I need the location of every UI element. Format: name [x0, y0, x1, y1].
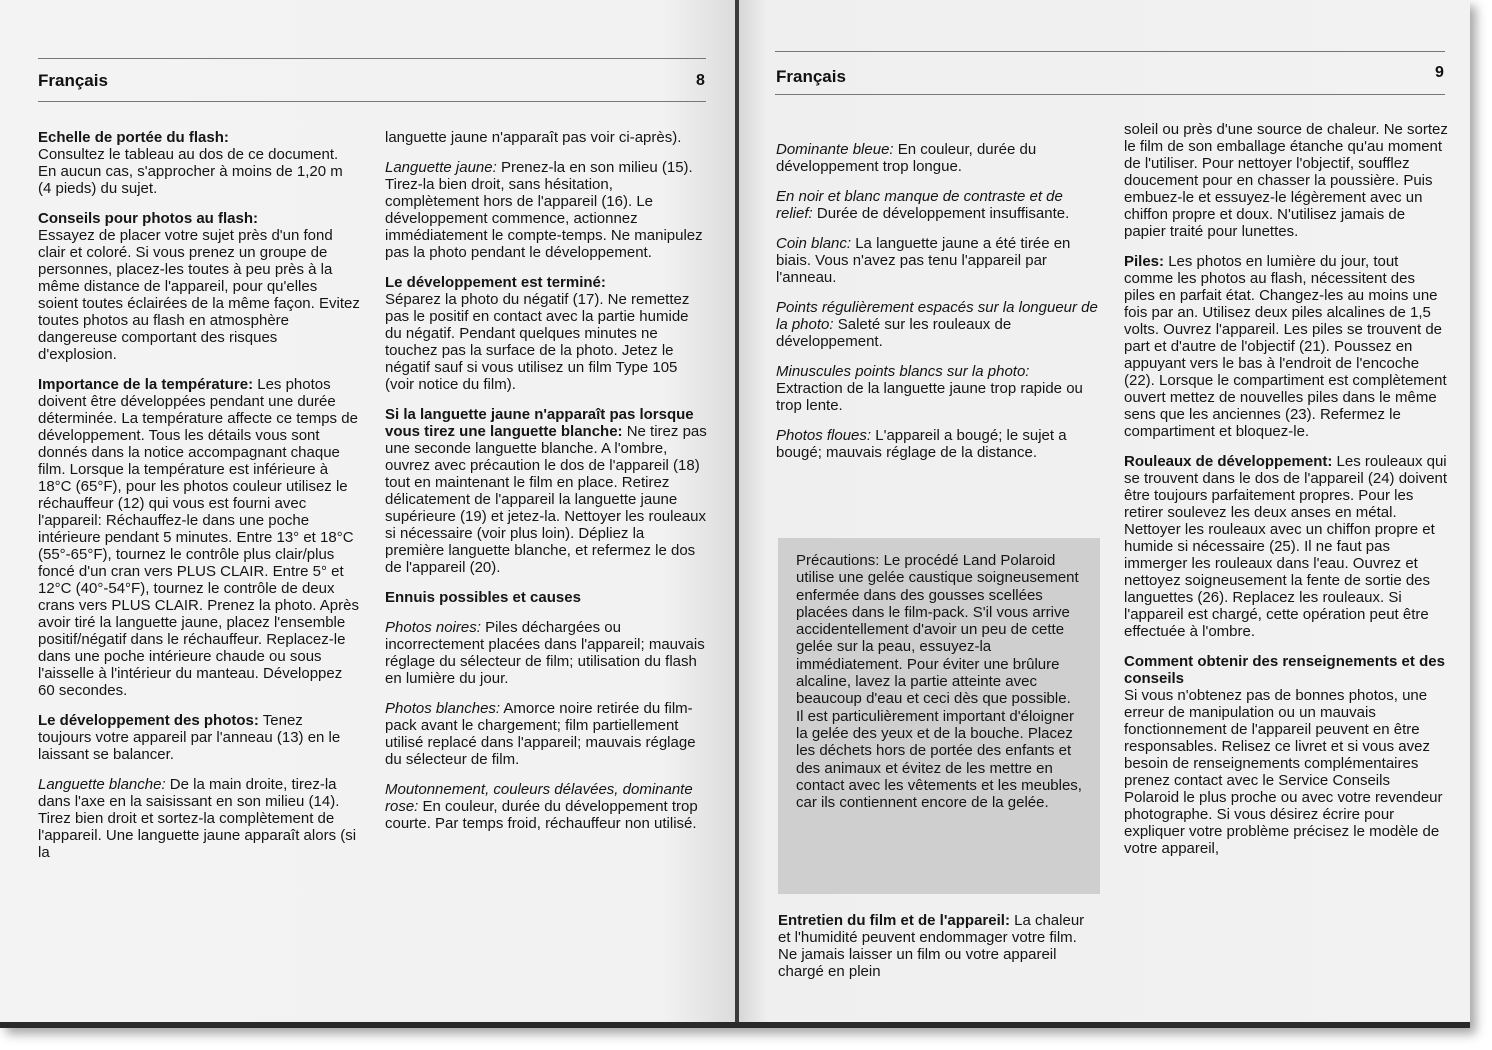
- left-column-2: [385, 129, 707, 845]
- paragraph-text: Saleté sur les rouleaux de développement.: [776, 316, 1012, 350]
- paragraph-text: Pour éviter une brûlure alcaline, lavez la partie atteinte avec beaucoup d'eau et ceci dès que possible.: [796, 655, 1071, 708]
- page-language-label: Français: [776, 67, 846, 86]
- paragraph-text: La chaleur et l'humidité peuvent endommager votre film. Ne jamais laisser un film ou votre appareil chargé en plein: [778, 912, 1085, 980]
- paragraph: [38, 712, 360, 763]
- section-heading: Conseils pour photos au flash:: [38, 210, 259, 227]
- paragraph: [776, 235, 1098, 286]
- paragraph-text: Durée de développement insuffisante.: [816, 205, 1070, 222]
- italic-label: Photos floues:: [776, 427, 872, 444]
- paragraph: [776, 427, 1098, 461]
- warning-text: Il est particulièrement important d'éloigner la gelée des yeux et de la bouche.: [796, 707, 1074, 742]
- header-rule: [775, 51, 1445, 52]
- italic-label: Photos blanches:: [385, 700, 501, 717]
- header-rule: [38, 101, 706, 102]
- binding-gutter: [735, 0, 739, 1024]
- header-rule: [38, 58, 706, 59]
- paragraph-text: Le procédé Land Polaroid utilise une gelée caustique soigneusement enfermée dans des gousses scellées placées dans le film-pack.: [796, 552, 1079, 621]
- paragraph-text: Les photos en lumière du jour, tout comme les photos au flash, nécessitent des piles en parfait état. Changez-les au moins une fois par an. Utilisez deux piles alcalines de 1,5 volts. Ouvrez l'appareil. Les piles se trouvent de part et d'autre de l'objectif (21). Poussez en appuyant vers le bas à l'endroit de l'encoche (22). Lorsque le compartiment est complètement ouvert mettez de nouvelles piles dans le même sens que les anciennes (23). Refermez le compartiment et bloquez-le.: [1124, 253, 1447, 440]
- paragraph: [385, 619, 707, 687]
- paragraph-text: Les rouleaux qui se trouvent dans le dos de l'appareil (24) doivent être toujours parfaitement propres. Pour les retirer soulevez les deux anses en métal. Nettoyer les rouleaux avec un chiffon propre et humide si nécessaire (25). Il ne faut pas immerger les rouleaux dans l'eau. Ouvrez et nettoyez soigneusement la fente de sortie des languettes (26). Replacez les rouleaux. Si l'appareil est chargé, cette opération peut être effectuée à l'ombre.: [1124, 453, 1448, 640]
- page-number: 8: [696, 72, 705, 89]
- section-heading: Rouleaux de développement:: [1124, 453, 1333, 470]
- section-heading: Entretien du film et de l'appareil:: [778, 912, 1010, 929]
- paragraph: [385, 589, 707, 606]
- page-bottom-edge: [0, 1022, 1470, 1028]
- section-heading: Importance de la température:: [38, 376, 254, 393]
- warning-text: S'il vous arrive accidentellement d'avoir un peu de cette gelée sur la peau, essuyez-la immédiatement.: [796, 603, 1070, 673]
- section-heading: Précautions:: [796, 552, 880, 569]
- paragraph-text: Ne tirez pas une seconde languette blanche. A l'ombre, ouvrez avec précaution le dos de l'appareil (18) tout en maintenant le film en place. Retirez délicatement de l'appareil la languette jaune supérieure (19) et jetez-la. Nettoyer les rouleaux si nécessaire (voir plus loin). Dépliez la première languette blanche, et refermez le dos de l'appareil (20).: [385, 423, 707, 576]
- paragraph: [1124, 453, 1448, 640]
- paragraph: [385, 700, 707, 768]
- paragraph-text: La languette jaune a été tirée en biais. Vous n'avez pas tenu l'appareil par l'anneau.: [776, 235, 1071, 286]
- italic-label: Points régulièrement espacés sur la longueur de la photo:: [776, 299, 1098, 333]
- paragraph: [776, 188, 1098, 222]
- paragraph: [385, 129, 707, 146]
- paragraph: [385, 406, 707, 576]
- paragraph-text: Prenez-la en son milieu (15). Tirez-la bien droit, sans hésitation, complètement hors de l'appareil (16). Le développement commence, actionnez immédiatement le compte-temps. Ne manipulez pas la photo pendant le développement.: [385, 159, 703, 261]
- paragraph: [1124, 653, 1448, 857]
- page-language-label: Français: [38, 71, 108, 90]
- paragraph-text: soleil ou près d'une source de chaleur. Ne sortez le film de son emballage étanche qu'au moment de l'utiliser. Pour nettoyer l'objectif, soufflez doucement pour en chasser la poussière. Puis embuez-le et essuyez-le légèrement avec un chiffon propre et doux. N'utilisez jamais de papier traité pour lunettes.: [1124, 121, 1448, 240]
- paragraph: [38, 129, 360, 197]
- section-heading: Echelle de portée du flash:: [38, 129, 229, 146]
- italic-label: Languette jaune:: [385, 159, 497, 176]
- paragraph: [1124, 253, 1448, 440]
- paragraph: [385, 781, 707, 832]
- paragraph-text: L'appareil a bougé; le sujet a bougé; mauvais réglage de la distance.: [776, 427, 1067, 461]
- paragraph-text: Consultez le tableau au dos de ce document. En aucun cas, s'approcher à moins de 1,20 m (4 pieds) du sujet.: [38, 146, 343, 197]
- section-heading: Le développement des photos:: [38, 712, 259, 729]
- italic-label: Moutonnement, couleurs délavées, dominante rose:: [385, 781, 693, 815]
- paragraph-text: languette jaune n'apparaît pas voir ci-après).: [385, 129, 682, 146]
- page-number: 9: [1435, 64, 1444, 81]
- header-rule: [775, 94, 1445, 95]
- italic-label: Photos noires:: [385, 619, 481, 636]
- paragraph: [38, 776, 360, 861]
- precautions-box: [778, 538, 1100, 894]
- left-column-1: [38, 129, 360, 874]
- paragraph-text: Tenez toujours votre appareil par l'anneau (13) en le laissant se balancer.: [38, 712, 341, 763]
- section-heading: Le développement est terminé:: [385, 274, 606, 291]
- italic-label: Minuscules points blancs sur la photo:: [776, 363, 1030, 380]
- paragraph-text: Séparez la photo du négatif (17). Ne remettez pas le positif en contact avec la partie humide du négatif. Pendant quelques minutes ne touchez pas la surface de la photo. Jetez le négatif sauf si vous utilisez un film Type 105 (voir notice du film).: [385, 291, 690, 393]
- paragraph-text: En couleur, durée du développement trop courte. Par temps froid, réchauffeur non utilisé.: [385, 798, 698, 832]
- paragraph: [776, 299, 1098, 350]
- section-heading: Si la languette jaune n'apparaît pas lorsque vous tirez une languette blanche:: [385, 406, 694, 440]
- italic-label: En noir et blanc manque de contraste et de relief:: [776, 188, 1063, 222]
- paragraph: [385, 274, 707, 393]
- paragraph: [778, 912, 1100, 980]
- italic-label: Languette blanche:: [38, 776, 166, 793]
- paragraph: [776, 363, 1098, 414]
- section-heading: Piles:: [1124, 253, 1165, 270]
- paragraph-text: En couleur, durée du développement trop longue.: [776, 141, 1037, 175]
- paragraph-text: Piles déchargées ou incorrectement placées dans l'appareil; mauvais réglage du sélecteur de film; utilisation du flash en lumière du jour.: [385, 619, 705, 687]
- paragraph: [385, 159, 707, 261]
- paragraph-text: Extraction de la languette jaune trop rapide ou trop lente.: [776, 380, 1083, 414]
- italic-label: Dominante bleue:: [776, 141, 894, 158]
- paragraph: [38, 210, 360, 363]
- italic-label: Coin blanc:: [776, 235, 852, 252]
- right-column-2: [1124, 121, 1448, 870]
- paragraph-text: Les photos doivent être développées pendant une durée déterminée. La température affecte ce temps de développement. Tous les détails vous sont donnés dans la notice accompagnant chaque film. Lorsque la température est inférieure à 18°C (65°F), pour les photos couleur utilisez le réchauffeur (12) qui vous est fourni avec l'appareil: Réchauffez-le dans une poche intérieure pendant 5 minutes. Entre 13° et 18°C (55°-65°F), tournez le contrôle plus clair/plus foncé d'un cran vers PLUS CLAIR. Entre 5° et 12°C (40°-54°F), tournez le contrôle de deux crans vers PLUS CLAIR. Prenez la photo. Après avoir tiré la languette jaune, placez l'ensemble positif/négatif dans le réchauffeur. Replacez-le dans une poche intérieure chaude ou sous l'aisselle à l'intérieur du manteau. Développez 60 secondes.: [38, 376, 359, 699]
- paragraph-text: Essayez de placer votre sujet près d'un fond clair et coloré. Si vous prenez un groupe de personnes, placez-les toutes à peu près à la même distance de l'appareil, pour qu'elles soient toutes éclairées de la même façon. Evitez toutes photos au flash en atmosphère dangereuse comportant des risques d'explosion.: [38, 227, 360, 363]
- right-column-1: [776, 141, 1098, 474]
- paragraph-text: Si vous n'obtenez pas de bonnes photos, une erreur de manipulation ou un mauvais fonctionnement de l'appareil peuvent en être responsables. Relisez ce livret et si vous avez besoin de renseignements complémentaires prenez contact avec le Service Conseils Polaroid le plus proche ou avec votre revendeur photographe. Si vous désirez écrire pour expliquer votre problème précisez le modèle de votre appareil,: [1124, 687, 1443, 857]
- paragraph: [776, 141, 1098, 175]
- right-column-1-bottom: [778, 912, 1100, 993]
- paragraph-text: De la main droite, tirez-la dans l'axe en la saisissant en son milieu (14). Tirez bien droit et sortez-la complètement de l'appareil. Une languette jaune apparaît alors (si la: [38, 776, 357, 861]
- paragraph: [1124, 121, 1448, 240]
- section-heading: Comment obtenir des renseignements et des conseils: [1124, 653, 1445, 687]
- paragraph-text: Amorce noire retirée du film-pack avant le chargement; film partiellement utilisé replacé dans l'appareil; mauvais réglage du sélecteur de film.: [385, 700, 696, 768]
- section-heading: Ennuis possibles et causes: [385, 589, 581, 606]
- paragraph: [38, 376, 360, 699]
- paragraph-text: Placez les déchets hors de portée des enfants et des animaux et évitez de les mettre en contact avec les vêtements et les meubles, car ils contiennent encore de la gelée.: [796, 724, 1082, 812]
